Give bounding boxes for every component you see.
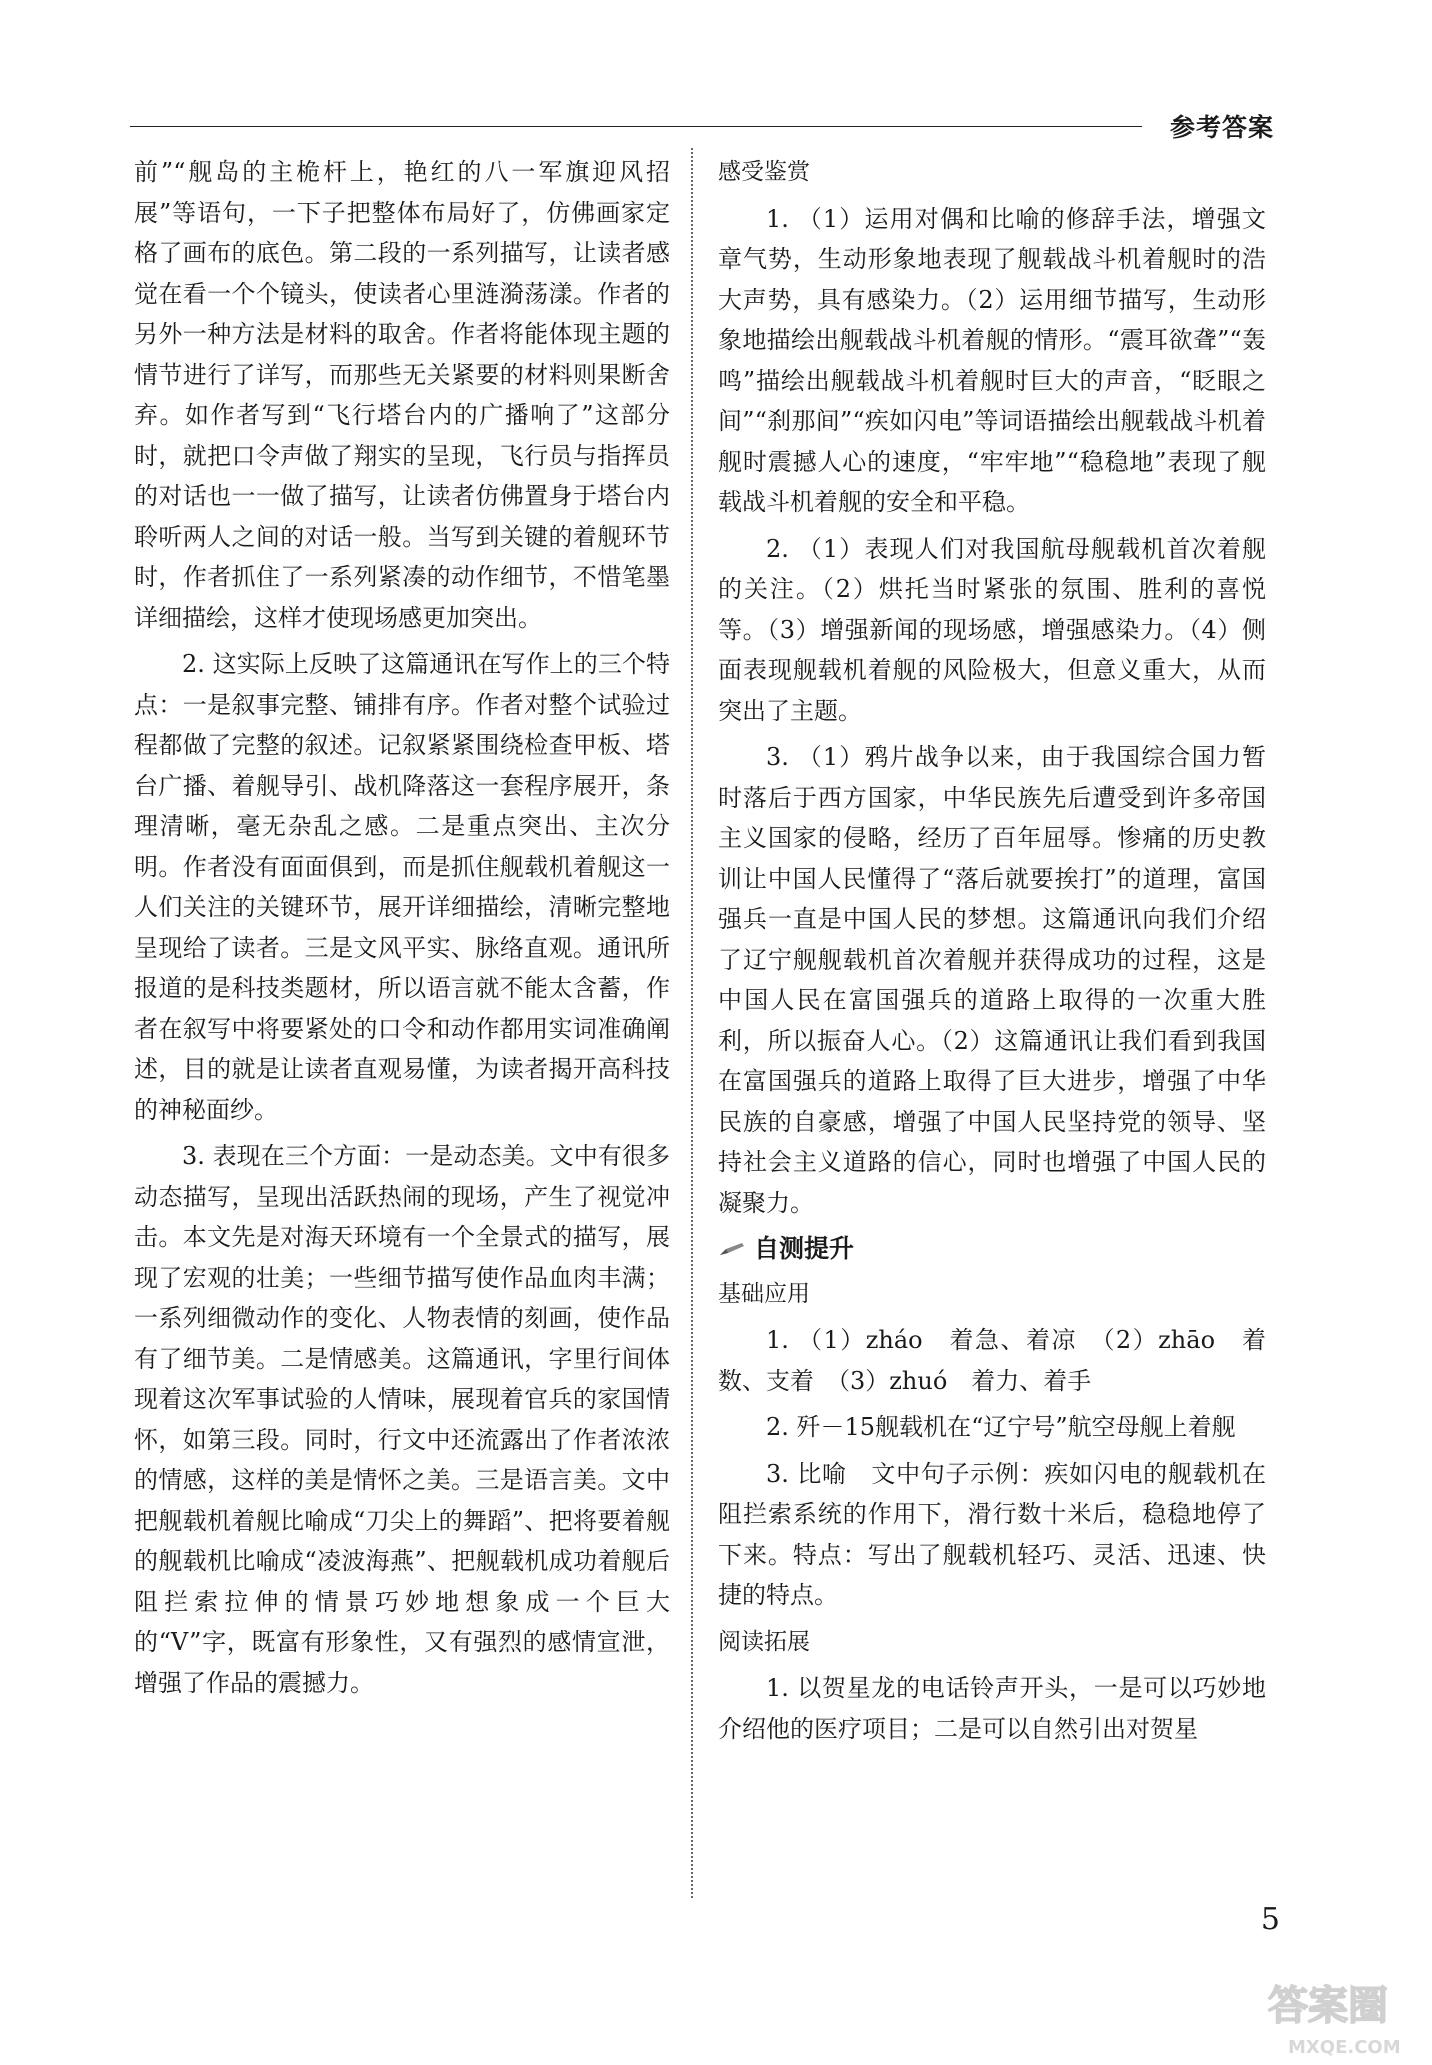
paragraph: 2. 这实际上反映了这篇通讯在写作上的三个特点：一是叙事完整、铺排有序。作者对整个试验过程都做了完整的叙述。记叙紧紧围绕检查甲板、塔台广播、着舰导引、战机降落这一套程序展开，条理清晰，毫无杂乱之感。二是重点突出、主次分明。作者没有面面俱到，而是抓住舰载机着舰这一人们关注的关键环节，展开详细描绘，清晰完整地呈现给了读者。三是文风平实、脉络直观。通讯所报道的是科技类题材，所以语言就不能太含蓄，作者在叙写中将要紧处的口令和动作都用实词准确阐述，目的就是让读者直观易懂，为读者揭开高科技的神秘面纱。 bbox=[134, 650, 670, 1124]
left-column bbox=[134, 152, 670, 1709]
page-number: 5 bbox=[1260, 1902, 1280, 1937]
paragraph: 2. （1）表现人们对我国航母舰载机首次着舰的关注。（2）烘托当时紧张的氛围、胜利的喜悦等。（3）增强新闻的现场感，增强感染力。（4）侧面表现舰载机着舰的风险极大，但意义重大，从而突出了主题。 bbox=[718, 534, 1266, 725]
paragraph: 3. 表现在三个方面：一是动态美。文中有很多动态描写，呈现出活跃热闹的现场，产生了视觉冲击。本文先是对海天环境有一个全景式的描写，展现了宏观的壮美；一些细节描写使作品血肉丰满；一系列细微动作的变化、人物表情的刻画，使作品有了细节美。二是情感美。这篇通讯，字里行间体现着这次军事试验的人情味，展现着官兵的家国情怀，如第三段。同时，行文中还流露出了作者浓浓的情感，这样的美是情怀之美。三是语言美。文中把舰载机着舰比喻成“刀尖上的舞蹈”、把将要着舰的舰载机比喻成“凌波海燕”、把舰载机成功着舰后阻拦索拉伸的情景巧妙地想象成一个巨大的“V”字，既富有形象性，又有强烈的感情宣泄，增强了作品的震撼力。 bbox=[134, 1142, 670, 1697]
paragraph: 1. （1）运用对偶和比喻的修辞手法，增强文章气势，生动形象地表现了舰载战斗机着舰时的浩大声势，具有感染力。（2）运用细节描写，生动形象地描绘出舰载战斗机着舰的情形。“震耳欲聋”“轰鸣”描绘出舰载战斗机着舰时巨大的声音，“眨眼之间”“刹那间”“疾如闪电”等词语描绘出舰载战斗机着舰时震撼人心的速度，“牢牢地”“稳稳地”表现了舰载战斗机着舰的安全和平稳。 bbox=[718, 204, 1266, 516]
paragraph: 2. 歼－15舰载机在“辽宁号”航空母舰上着舰 bbox=[766, 1413, 1236, 1441]
right-column bbox=[718, 152, 1266, 1755]
column-divider bbox=[691, 148, 693, 1898]
paragraph: 前”“舰岛的主桅杆上，艳红的八一军旗迎风招展”等语句，一下子把整体布局好了，仿佛画家定格了画布的底色。第二段的一系列描写，让读者感觉在看一个个镜头，使读者心里涟漪荡漾。作者的另外一种方法是材料的取舍。作者将能体现主题的情节进行了详写，而那些无关紧要的材料则果断舍弃。如作者写到“飞行塔台内的广播响了”这部分时，就把口令声做了翔实的呈现，飞行员与指挥员的对话也一一做了描写，让读者仿佛置身于塔台内聆听两人之间的对话一般。当写到关键的着舰环节时，作者抓住了一系列紧凑的动作细节，不惜笔墨详细描绘，这样才使现场感更加突出。 bbox=[134, 158, 670, 632]
section-heading bbox=[718, 1229, 1266, 1270]
paragraph: 1. 以贺星龙的电话铃声开头，一是可以巧妙地介绍他的医疗项目；二是可以自然引出对贺星 bbox=[718, 1674, 1266, 1743]
pencil-icon bbox=[718, 1241, 746, 1257]
header-rule bbox=[130, 126, 1142, 127]
running-header: 参考答案 bbox=[1169, 113, 1274, 142]
subsection-title: 阅读拓展 bbox=[718, 1628, 810, 1655]
paragraph: 3. （1）鸦片战争以来，由于我国综合国力暂时落后于西方国家，中华民族先后遭受到许多帝国主义国家的侵略，经历了百年屈辱。惨痛的历史教训让中国人民懂得了“落后就要挨打”的道理，富国强兵一直是中国人民的梦想。这篇通讯向我们介绍了辽宁舰舰载机首次着舰并获得成功的过程，这是中国人民在富国强兵的道路上取得的一次重大胜利，所以振奋人心。（2）这篇通讯让我们看到我国在富国强兵的道路上取得了巨大进步，增强了中华民族的自豪感，增强了中国人民坚持党的领导、坚持社会主义道路的信心，同时也增强了中国人民的凝聚力。 bbox=[718, 743, 1266, 1217]
paragraph: 1. （1）zháo 着急、着凉 （2）zhāo 着数、支着 （3）zhuó 着力、着手 bbox=[718, 1326, 1266, 1395]
watermark-logo bbox=[1258, 1969, 1408, 2061]
watermark-text: 答案圈 bbox=[1268, 1983, 1388, 2029]
section-title: 自测提升 bbox=[754, 1234, 855, 1263]
subsection-title: 感受鉴赏 bbox=[718, 159, 810, 185]
paragraph: 3. 比喻 文中句子示例：疾如闪电的舰载机在阻拦索系统的作用下，滑行数十米后，稳稳地停了下来。特点：写出了舰载机轻巧、灵活、迅速、快捷的特点。 bbox=[718, 1459, 1266, 1609]
subsection-title: 基础应用 bbox=[718, 1280, 810, 1307]
watermark-url: MXQE.COM bbox=[1288, 2037, 1401, 2058]
